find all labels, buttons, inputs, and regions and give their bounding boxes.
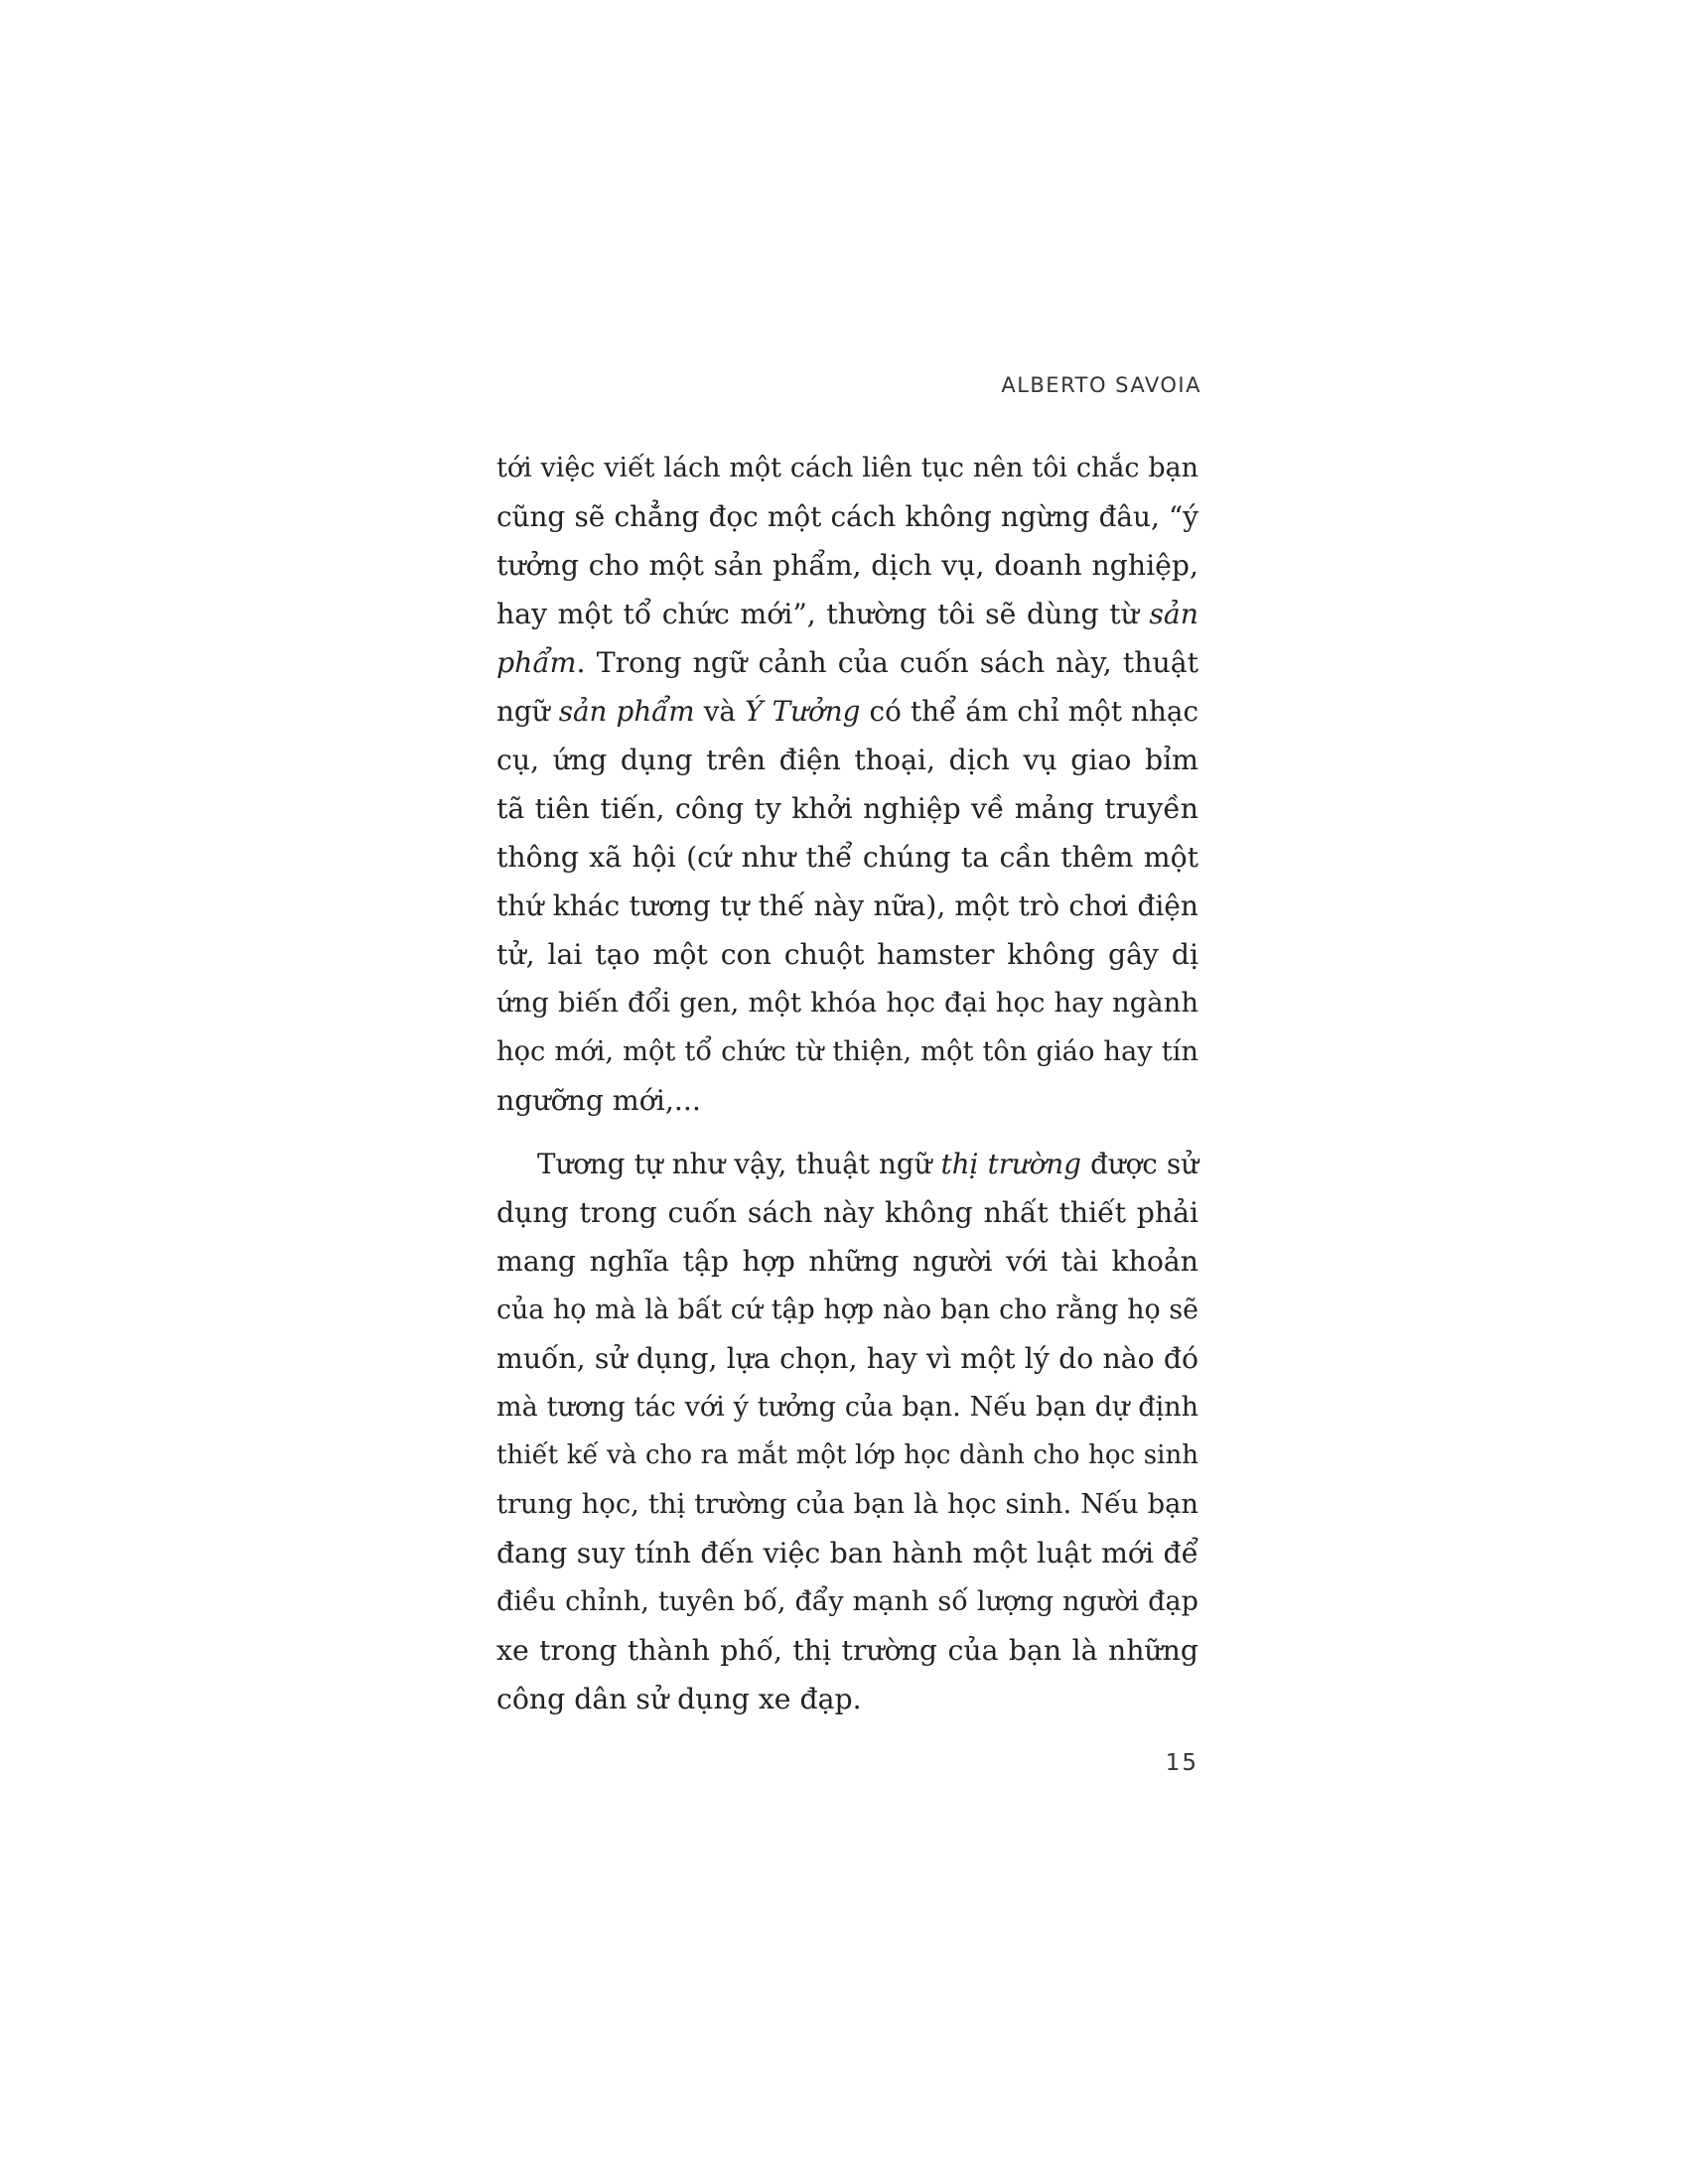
text-line: tưởng cho một sản phẩm, dịch vụ, doanh nghiệp, [496,549,1198,582]
italic-term: sản phẩm [558,695,695,728]
text-line: công dân sử dụng xe đạp. [496,1683,862,1715]
text-line: tới việc viết lách một cách liên tục nên tôi chắc bạn [496,453,1198,483]
page-number: 15 [1165,1750,1198,1776]
text-line: thứ khác tương tự thế này nữa), một trò chơi điện [496,889,1198,922]
text-line [496,590,1198,638]
italic-term: phẩm [496,646,577,679]
text-line: học mới, một tổ chức từ thiện, một tôn giáo hay tín [496,1036,1198,1067]
text-line: ngưỡng mới,... [496,1084,701,1117]
text-line: dụng trong cuốn sách này không nhất thiết phải [496,1196,1198,1229]
text-line: đang suy tính đến việc ban hành một luật mới để [496,1537,1198,1570]
body-text [496,444,1198,1723]
italic-term: Ý Tưởng [745,695,861,728]
text-line: cụ, ứng dụng trên điện thoại, dịch vụ giao bỉm [496,744,1198,776]
text-line: tã tiên tiến, công ty khởi nghiệp về mảng truyền [496,792,1198,825]
text-line: ứng biến đổi gen, một khóa học đại học hay ngành [496,988,1198,1019]
italic-term: sản [1149,598,1198,630]
text-line: của họ mà là bất cứ tập hợp nào bạn cho rằng họ sẽ [496,1295,1198,1325]
text-segment: . Trong ngữ cảnh của cuốn sách này, thuật [576,646,1198,679]
running-header-author: ALBERTO SAVOIA [1001,373,1201,397]
text-line [496,1140,1198,1188]
text-segment: ngữ [496,695,559,728]
text-line: muốn, sử dụng, lựa chọn, hay vì một lý do nào đó [496,1342,1198,1375]
text-line: xe trong thành phố, thị trường của bạn là những [496,1634,1198,1667]
italic-term: thị trường [940,1148,1081,1180]
text-line: thông xã hội (cứ như thể chúng ta cần thêm một [496,841,1198,874]
text-line: cũng sẽ chẳng đọc một cách không ngừng đâu, “ý [496,500,1198,533]
text-line [496,687,1198,736]
text-segment: và [694,695,746,728]
text-segment: Tương tự như vậy, thuật ngữ [537,1148,941,1180]
text-segment: có thể ám chỉ một nhạc [860,695,1198,728]
text-line: thiết kế và cho ra mắt một lớp học dành cho học sinh [496,1440,1198,1470]
text-line: mang nghĩa tập hợp những người với tài khoản [496,1245,1198,1278]
text-segment: hay một tổ chức mới”, thường tôi sẽ dùng từ [496,598,1150,630]
text-line [496,638,1198,687]
text-line: tử, lai tạo một con chuột hamster không gây dị [496,938,1198,971]
text-line: mà tương tác với ý tưởng của bạn. Nếu bạn dự định [496,1392,1198,1423]
text-line: trung học, thị trường của bạn là học sinh. Nếu bạn [496,1489,1198,1520]
text-line: điều chỉnh, tuyên bố, đẩy mạnh số lượng người đạp [496,1586,1198,1617]
text-segment: được sử [1080,1148,1199,1180]
paragraph-2 [496,1140,1198,1723]
paragraph-1 [496,444,1198,1125]
